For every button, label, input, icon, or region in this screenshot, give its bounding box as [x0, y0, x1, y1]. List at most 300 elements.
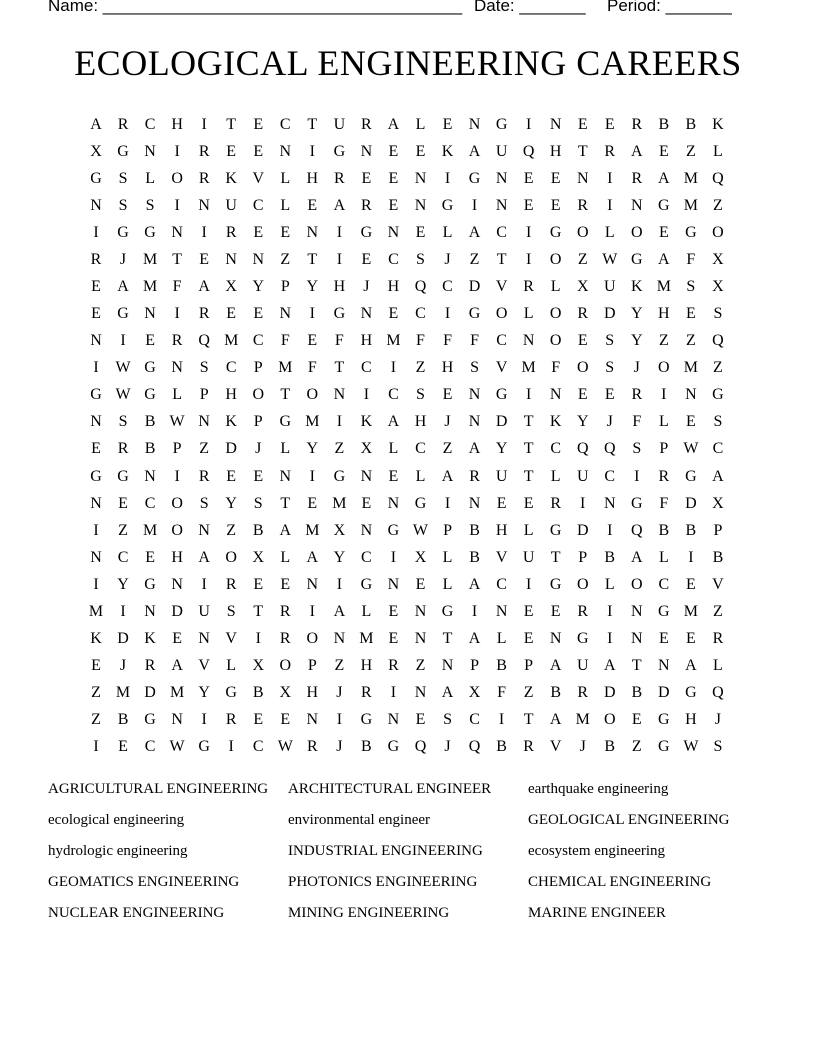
- grid-letter[interactable]: A: [658, 170, 670, 188]
- grid-letter[interactable]: Q: [198, 332, 210, 350]
- grid-letter[interactable]: U: [603, 278, 616, 296]
- grid-letter[interactable]: I: [201, 575, 207, 593]
- grid-letter[interactable]: N: [360, 143, 373, 161]
- grid-letter[interactable]: E: [307, 332, 318, 350]
- grid-letter[interactable]: G: [90, 170, 102, 188]
- grid-letter[interactable]: C: [361, 359, 372, 377]
- grid-letter[interactable]: G: [198, 737, 210, 755]
- grid-letter[interactable]: I: [444, 494, 451, 512]
- grid-letter[interactable]: R: [198, 305, 210, 323]
- grid-letter[interactable]: T: [226, 116, 237, 133]
- grid-letter[interactable]: E: [91, 305, 101, 323]
- grid-letter[interactable]: C: [144, 116, 156, 133]
- grid-letter[interactable]: A: [468, 629, 481, 647]
- grid-letter[interactable]: X: [252, 548, 265, 566]
- grid-letter[interactable]: Q: [712, 683, 724, 701]
- grid-letter[interactable]: Q: [576, 440, 589, 458]
- grid-letter[interactable]: N: [387, 224, 400, 242]
- grid-letter[interactable]: C: [252, 332, 264, 350]
- grid-letter[interactable]: C: [550, 440, 561, 458]
- grid-letter[interactable]: E: [415, 575, 426, 593]
- grid-letter[interactable]: Z: [469, 251, 480, 269]
- grid-letter[interactable]: R: [171, 332, 183, 350]
- grid-letter[interactable]: A: [685, 656, 697, 674]
- grid-letter[interactable]: A: [198, 548, 210, 566]
- grid-letter[interactable]: X: [225, 278, 237, 296]
- grid-letter[interactable]: R: [117, 440, 129, 458]
- grid-letter[interactable]: X: [576, 278, 589, 296]
- grid-letter[interactable]: T: [307, 116, 318, 133]
- grid-letter[interactable]: D: [495, 413, 508, 431]
- grid-letter[interactable]: S: [118, 413, 128, 431]
- grid-letter[interactable]: V: [198, 656, 210, 674]
- grid-letter[interactable]: B: [685, 116, 697, 133]
- grid-letter[interactable]: I: [580, 494, 586, 512]
- grid-letter[interactable]: J: [119, 251, 127, 269]
- grid-letter[interactable]: N: [252, 251, 265, 269]
- grid-letter[interactable]: G: [333, 467, 346, 485]
- grid-letter[interactable]: M: [88, 602, 104, 620]
- grid-letter[interactable]: V: [549, 737, 562, 755]
- grid-letter[interactable]: B: [550, 683, 561, 701]
- grid-letter[interactable]: O: [631, 575, 643, 593]
- grid-letter[interactable]: S: [713, 737, 723, 755]
- grid-letter[interactable]: N: [468, 116, 481, 133]
- grid-letter[interactable]: Q: [522, 143, 535, 161]
- grid-letter[interactable]: F: [334, 332, 344, 350]
- period-field-label[interactable]: Period: _______: [607, 0, 732, 15]
- grid-letter[interactable]: B: [658, 116, 670, 133]
- grid-letter[interactable]: E: [118, 494, 128, 512]
- grid-letter[interactable]: I: [336, 224, 343, 242]
- grid-letter[interactable]: N: [198, 413, 210, 431]
- grid-letter[interactable]: C: [496, 575, 507, 593]
- grid-letter[interactable]: Q: [712, 332, 724, 350]
- date-field-label[interactable]: Date: _______: [474, 0, 586, 15]
- grid-letter[interactable]: S: [145, 197, 155, 215]
- grid-letter[interactable]: C: [442, 278, 453, 296]
- grid-letter[interactable]: T: [577, 143, 588, 161]
- grid-letter[interactable]: M: [305, 521, 320, 539]
- grid-letter[interactable]: I: [201, 710, 207, 728]
- grid-letter[interactable]: X: [468, 683, 481, 701]
- grid-letter[interactable]: E: [280, 710, 291, 728]
- grid-letter[interactable]: U: [576, 467, 589, 485]
- grid-letter[interactable]: G: [658, 737, 670, 755]
- grid-letter[interactable]: E: [361, 251, 372, 269]
- grid-letter[interactable]: A: [468, 440, 481, 458]
- grid-letter[interactable]: L: [658, 413, 669, 431]
- grid-letter[interactable]: Q: [603, 440, 616, 458]
- grid-letter[interactable]: O: [495, 305, 508, 323]
- grid-letter[interactable]: H: [171, 548, 183, 566]
- grid-letter[interactable]: L: [415, 467, 426, 485]
- grid-letter[interactable]: O: [549, 305, 562, 323]
- grid-letter[interactable]: T: [280, 386, 291, 404]
- grid-letter[interactable]: G: [631, 494, 643, 512]
- grid-letter[interactable]: J: [444, 413, 451, 431]
- grid-letter[interactable]: J: [336, 683, 343, 701]
- grid-letter[interactable]: Y: [252, 278, 265, 296]
- grid-letter[interactable]: I: [93, 359, 99, 377]
- grid-letter[interactable]: D: [468, 278, 481, 296]
- grid-letter[interactable]: T: [523, 710, 534, 728]
- grid-letter[interactable]: R: [225, 575, 237, 593]
- grid-letter[interactable]: V: [495, 278, 508, 296]
- grid-letter[interactable]: G: [495, 386, 508, 404]
- grid-letter[interactable]: N: [144, 305, 156, 323]
- grid-letter[interactable]: K: [90, 629, 102, 647]
- grid-letter[interactable]: P: [578, 548, 588, 566]
- grid-letter[interactable]: I: [336, 575, 343, 593]
- grid-letter[interactable]: U: [522, 548, 535, 566]
- grid-letter[interactable]: A: [441, 683, 454, 701]
- grid-letter[interactable]: I: [120, 332, 126, 350]
- grid-letter[interactable]: L: [415, 116, 426, 133]
- grid-letter[interactable]: B: [469, 548, 480, 566]
- grid-letter[interactable]: I: [228, 737, 234, 755]
- grid-letter[interactable]: G: [117, 224, 129, 242]
- grid-letter[interactable]: Z: [199, 440, 210, 458]
- grid-letter[interactable]: Y: [117, 575, 129, 593]
- grid-letter[interactable]: A: [171, 656, 183, 674]
- grid-letter[interactable]: A: [387, 116, 400, 133]
- grid-letter[interactable]: X: [712, 494, 724, 512]
- grid-letter[interactable]: E: [91, 440, 101, 458]
- grid-letter[interactable]: M: [683, 602, 698, 620]
- grid-letter[interactable]: E: [685, 305, 696, 323]
- grid-letter[interactable]: E: [658, 224, 669, 242]
- grid-letter[interactable]: A: [198, 278, 210, 296]
- grid-letter[interactable]: B: [496, 737, 507, 755]
- grid-letter[interactable]: B: [469, 521, 480, 539]
- grid-letter[interactable]: N: [306, 710, 319, 728]
- grid-letter[interactable]: V: [495, 548, 508, 566]
- grid-letter[interactable]: R: [117, 116, 129, 133]
- grid-letter[interactable]: R: [388, 656, 399, 674]
- grid-letter[interactable]: G: [685, 224, 697, 242]
- grid-letter[interactable]: L: [361, 602, 372, 620]
- grid-letter[interactable]: U: [576, 656, 589, 674]
- grid-letter[interactable]: O: [658, 359, 670, 377]
- grid-letter[interactable]: E: [361, 494, 372, 512]
- grid-letter[interactable]: N: [333, 629, 346, 647]
- grid-letter[interactable]: R: [198, 143, 210, 161]
- grid-letter[interactable]: Y: [198, 683, 210, 701]
- grid-letter[interactable]: W: [683, 737, 699, 755]
- grid-letter[interactable]: E: [280, 575, 291, 593]
- grid-letter[interactable]: N: [360, 467, 373, 485]
- grid-letter[interactable]: F: [470, 332, 479, 350]
- grid-letter[interactable]: P: [470, 656, 479, 674]
- grid-letter[interactable]: N: [144, 602, 156, 620]
- grid-letter[interactable]: N: [414, 683, 427, 701]
- grid-letter[interactable]: D: [603, 305, 616, 323]
- grid-letter[interactable]: A: [333, 602, 346, 620]
- grid-letter[interactable]: L: [226, 656, 237, 674]
- grid-letter[interactable]: F: [686, 251, 696, 269]
- grid-letter[interactable]: Y: [333, 548, 346, 566]
- grid-letter[interactable]: X: [712, 278, 724, 296]
- grid-letter[interactable]: Z: [685, 332, 696, 350]
- grid-letter[interactable]: J: [606, 413, 613, 431]
- grid-letter[interactable]: A: [468, 575, 481, 593]
- grid-letter[interactable]: G: [685, 683, 697, 701]
- grid-letter[interactable]: I: [93, 521, 99, 539]
- grid-letter[interactable]: A: [279, 521, 292, 539]
- grid-letter[interactable]: G: [144, 359, 156, 377]
- grid-letter[interactable]: F: [659, 494, 669, 512]
- grid-letter[interactable]: G: [685, 467, 697, 485]
- grid-letter[interactable]: N: [279, 143, 292, 161]
- grid-letter[interactable]: I: [471, 197, 478, 215]
- grid-letter[interactable]: R: [604, 143, 616, 161]
- grid-letter[interactable]: U: [225, 197, 237, 215]
- grid-letter[interactable]: I: [174, 305, 180, 323]
- grid-letter[interactable]: I: [390, 683, 397, 701]
- grid-letter[interactable]: E: [388, 143, 399, 161]
- grid-letter[interactable]: V: [252, 170, 265, 188]
- grid-letter[interactable]: I: [607, 197, 613, 215]
- grid-letter[interactable]: N: [468, 386, 481, 404]
- grid-letter[interactable]: R: [198, 170, 210, 188]
- grid-letter[interactable]: N: [90, 548, 102, 566]
- grid-letter[interactable]: J: [255, 440, 262, 458]
- grid-letter[interactable]: S: [416, 386, 425, 404]
- grid-letter[interactable]: G: [90, 467, 102, 485]
- grid-letter[interactable]: G: [631, 251, 643, 269]
- grid-letter[interactable]: A: [549, 710, 562, 728]
- grid-letter[interactable]: O: [576, 224, 589, 242]
- grid-letter[interactable]: I: [688, 548, 694, 566]
- grid-letter[interactable]: I: [498, 710, 505, 728]
- grid-letter[interactable]: I: [174, 467, 180, 485]
- grid-letter[interactable]: C: [496, 332, 507, 350]
- grid-letter[interactable]: G: [117, 143, 129, 161]
- grid-letter[interactable]: Z: [577, 251, 588, 269]
- grid-letter[interactable]: P: [199, 386, 209, 404]
- grid-letter[interactable]: Y: [631, 305, 643, 323]
- grid-letter[interactable]: Q: [414, 737, 427, 755]
- grid-letter[interactable]: N: [279, 305, 292, 323]
- grid-letter[interactable]: A: [712, 467, 724, 485]
- grid-letter[interactable]: R: [225, 710, 237, 728]
- grid-letter[interactable]: S: [713, 413, 723, 431]
- grid-letter[interactable]: N: [90, 332, 102, 350]
- grid-letter[interactable]: H: [360, 656, 373, 674]
- grid-letter[interactable]: P: [253, 359, 263, 377]
- grid-letter[interactable]: I: [255, 629, 261, 647]
- grid-letter[interactable]: T: [280, 494, 291, 512]
- grid-letter[interactable]: G: [360, 575, 373, 593]
- grid-letter[interactable]: I: [525, 575, 532, 593]
- grid-letter[interactable]: U: [495, 467, 508, 485]
- grid-letter[interactable]: C: [225, 359, 237, 377]
- grid-letter[interactable]: I: [444, 170, 451, 188]
- grid-letter[interactable]: C: [496, 224, 507, 242]
- grid-letter[interactable]: T: [523, 467, 534, 485]
- grid-letter[interactable]: R: [523, 737, 534, 755]
- grid-letter[interactable]: R: [577, 305, 589, 323]
- grid-letter[interactable]: O: [306, 386, 319, 404]
- grid-letter[interactable]: Z: [713, 359, 723, 377]
- grid-letter[interactable]: J: [119, 656, 127, 674]
- grid-letter[interactable]: V: [225, 629, 237, 647]
- grid-letter[interactable]: S: [416, 251, 425, 269]
- grid-letter[interactable]: Y: [576, 413, 589, 431]
- grid-letter[interactable]: V: [495, 359, 508, 377]
- grid-letter[interactable]: S: [605, 332, 615, 350]
- grid-letter[interactable]: M: [656, 278, 671, 296]
- grid-letter[interactable]: F: [416, 332, 425, 350]
- grid-letter[interactable]: I: [309, 602, 315, 620]
- grid-letter[interactable]: C: [388, 251, 399, 269]
- grid-letter[interactable]: E: [253, 143, 264, 161]
- grid-letter[interactable]: L: [604, 575, 615, 593]
- grid-letter[interactable]: E: [280, 224, 291, 242]
- grid-letter[interactable]: R: [334, 170, 345, 188]
- grid-letter[interactable]: L: [442, 548, 453, 566]
- grid-letter[interactable]: I: [201, 224, 207, 242]
- grid-letter[interactable]: N: [198, 629, 210, 647]
- grid-letter[interactable]: G: [117, 467, 129, 485]
- grid-letter[interactable]: I: [390, 359, 397, 377]
- grid-letter[interactable]: B: [604, 548, 616, 566]
- grid-letter[interactable]: T: [172, 251, 182, 269]
- grid-letter[interactable]: T: [631, 656, 642, 674]
- grid-letter[interactable]: E: [604, 386, 615, 404]
- grid-letter[interactable]: N: [387, 575, 400, 593]
- grid-letter[interactable]: B: [144, 413, 156, 431]
- grid-letter[interactable]: R: [631, 386, 643, 404]
- grid-letter[interactable]: N: [90, 197, 102, 215]
- grid-letter[interactable]: R: [90, 251, 102, 269]
- grid-letter[interactable]: H: [306, 683, 319, 701]
- grid-letter[interactable]: E: [658, 143, 669, 161]
- grid-letter[interactable]: P: [524, 656, 534, 674]
- grid-letter[interactable]: C: [415, 440, 426, 458]
- grid-letter[interactable]: E: [577, 386, 588, 404]
- grid-letter[interactable]: M: [575, 710, 590, 728]
- grid-letter[interactable]: N: [576, 170, 589, 188]
- grid-letter[interactable]: H: [171, 116, 183, 133]
- grid-letter[interactable]: E: [388, 305, 399, 323]
- grid-letter[interactable]: O: [549, 251, 562, 269]
- grid-letter[interactable]: H: [658, 305, 670, 323]
- grid-letter[interactable]: I: [336, 710, 343, 728]
- grid-letter[interactable]: G: [468, 305, 481, 323]
- grid-letter[interactable]: A: [631, 548, 643, 566]
- grid-letter[interactable]: R: [631, 170, 643, 188]
- grid-letter[interactable]: G: [144, 575, 156, 593]
- grid-letter[interactable]: N: [658, 656, 670, 674]
- grid-letter[interactable]: O: [576, 575, 589, 593]
- grid-letter[interactable]: I: [444, 305, 451, 323]
- grid-letter[interactable]: N: [90, 413, 102, 431]
- grid-letter[interactable]: E: [253, 224, 264, 242]
- grid-letter[interactable]: C: [658, 575, 670, 593]
- grid-letter[interactable]: I: [390, 548, 397, 566]
- grid-letter[interactable]: N: [387, 710, 400, 728]
- grid-letter[interactable]: N: [495, 602, 508, 620]
- grid-letter[interactable]: H: [441, 359, 454, 377]
- grid-letter[interactable]: K: [144, 629, 156, 647]
- grid-letter[interactable]: G: [144, 386, 156, 404]
- grid-letter[interactable]: D: [685, 494, 697, 512]
- grid-letter[interactable]: G: [360, 224, 373, 242]
- grid-letter[interactable]: B: [712, 548, 724, 566]
- grid-letter[interactable]: I: [525, 386, 532, 404]
- grid-letter[interactable]: E: [685, 413, 696, 431]
- grid-letter[interactable]: E: [496, 494, 507, 512]
- grid-letter[interactable]: B: [361, 737, 372, 755]
- grid-letter[interactable]: G: [414, 494, 427, 512]
- grid-letter[interactable]: A: [333, 197, 346, 215]
- grid-letter[interactable]: P: [713, 521, 723, 539]
- grid-letter[interactable]: E: [361, 170, 372, 188]
- grid-letter[interactable]: T: [550, 548, 561, 566]
- grid-letter[interactable]: K: [360, 413, 373, 431]
- grid-letter[interactable]: Z: [226, 521, 237, 539]
- grid-letter[interactable]: C: [388, 386, 399, 404]
- grid-letter[interactable]: N: [360, 305, 373, 323]
- grid-letter[interactable]: N: [387, 494, 400, 512]
- grid-letter[interactable]: R: [306, 737, 318, 755]
- grid-letter[interactable]: L: [280, 170, 291, 188]
- grid-letter[interactable]: E: [226, 467, 237, 485]
- grid-letter[interactable]: E: [145, 332, 155, 350]
- grid-letter[interactable]: R: [469, 467, 480, 485]
- grid-letter[interactable]: Q: [631, 521, 643, 539]
- grid-letter[interactable]: X: [414, 548, 427, 566]
- grid-letter[interactable]: F: [172, 278, 182, 296]
- grid-letter[interactable]: E: [118, 737, 128, 755]
- grid-letter[interactable]: T: [334, 359, 345, 377]
- grid-letter[interactable]: A: [658, 251, 670, 269]
- grid-letter[interactable]: M: [332, 494, 347, 512]
- grid-letter[interactable]: A: [603, 656, 616, 674]
- grid-letter[interactable]: O: [631, 224, 643, 242]
- grid-letter[interactable]: D: [225, 440, 237, 458]
- grid-letter[interactable]: C: [361, 548, 372, 566]
- grid-letter[interactable]: E: [145, 548, 155, 566]
- grid-letter[interactable]: R: [361, 197, 372, 215]
- grid-letter[interactable]: N: [171, 575, 183, 593]
- grid-letter[interactable]: L: [496, 629, 507, 647]
- grid-letter[interactable]: L: [550, 467, 561, 485]
- grid-letter[interactable]: L: [280, 548, 291, 566]
- grid-letter[interactable]: G: [279, 413, 292, 431]
- grid-letter[interactable]: J: [579, 737, 586, 755]
- grid-letter[interactable]: T: [523, 413, 534, 431]
- grid-letter[interactable]: V: [712, 575, 724, 593]
- grid-letter[interactable]: N: [360, 521, 373, 539]
- grid-letter[interactable]: N: [225, 251, 237, 269]
- grid-letter[interactable]: G: [658, 197, 670, 215]
- grid-letter[interactable]: U: [495, 143, 508, 161]
- grid-letter[interactable]: Z: [415, 359, 426, 377]
- grid-letter[interactable]: N: [495, 197, 508, 215]
- grid-letter[interactable]: W: [277, 737, 293, 755]
- grid-letter[interactable]: S: [199, 494, 209, 512]
- grid-letter[interactable]: C: [144, 494, 156, 512]
- grid-letter[interactable]: Y: [495, 440, 508, 458]
- grid-letter[interactable]: H: [225, 386, 237, 404]
- grid-letter[interactable]: H: [360, 332, 373, 350]
- grid-letter[interactable]: S: [632, 440, 642, 458]
- grid-letter[interactable]: F: [551, 359, 561, 377]
- grid-letter[interactable]: L: [604, 224, 615, 242]
